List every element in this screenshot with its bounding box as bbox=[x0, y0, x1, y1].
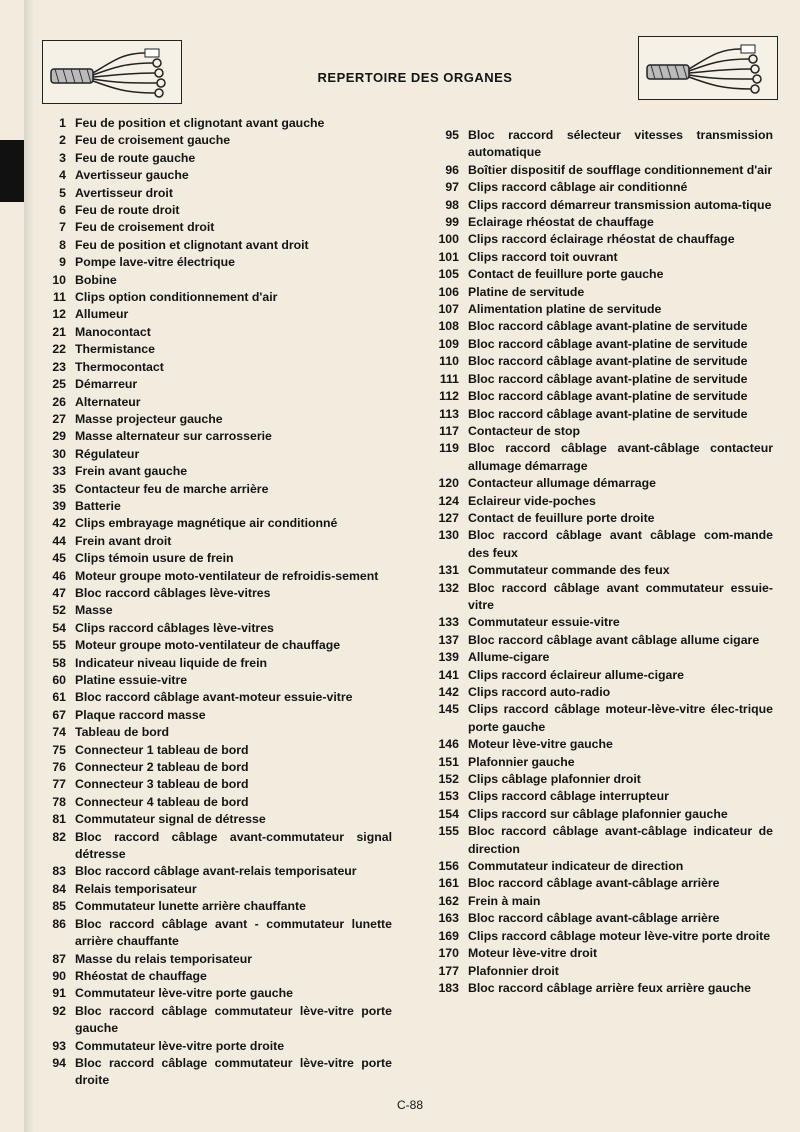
item-description: Connecteur 2 tableau de bord bbox=[75, 760, 249, 775]
item-description: Moteur groupe moto-ventilateur de chauffage bbox=[75, 638, 341, 653]
list-item bbox=[425, 301, 773, 318]
item-description: Bloc raccord câblage commutateur lève-vitre porte gauche bbox=[75, 1003, 392, 1036]
item-number: 117 bbox=[439, 423, 459, 438]
item-number: 22 bbox=[52, 342, 66, 357]
item-description: Manocontact bbox=[75, 324, 151, 339]
item-number: 11 bbox=[53, 290, 66, 305]
item-description: Allumeur bbox=[75, 307, 129, 322]
item-number: 29 bbox=[52, 429, 66, 444]
list-item bbox=[40, 672, 392, 689]
list-item bbox=[425, 823, 773, 858]
section-tab-marker bbox=[0, 140, 24, 202]
item-number: 86 bbox=[52, 916, 66, 931]
item-description: Plaque raccord masse bbox=[75, 707, 206, 722]
list-item bbox=[40, 359, 392, 376]
list-item bbox=[425, 406, 773, 423]
item-description: Bloc raccord câblage avant-platine de servitude bbox=[468, 406, 748, 421]
component-list-right bbox=[425, 127, 773, 997]
item-description: Bloc raccord câblage avant-câblage indicateur de direction bbox=[468, 824, 773, 856]
item-number: 98 bbox=[445, 197, 459, 212]
item-number: 75 bbox=[52, 742, 66, 757]
item-description: Régulateur bbox=[75, 446, 140, 461]
wiring-harness-icon bbox=[638, 36, 778, 100]
item-number: 47 bbox=[52, 585, 66, 600]
list-item bbox=[40, 306, 392, 323]
list-item bbox=[425, 162, 773, 179]
list-item bbox=[40, 776, 392, 793]
list-item bbox=[40, 1038, 392, 1055]
item-number: 60 bbox=[52, 673, 66, 687]
item-number: 39 bbox=[52, 498, 66, 513]
item-description: Contact de feuillure porte gauche bbox=[468, 267, 664, 282]
item-number: 101 bbox=[438, 249, 459, 264]
item-description: Clips raccord câblage moteur-lève-vitre élec-trique porte gauche bbox=[468, 702, 773, 734]
item-number: 177 bbox=[438, 963, 459, 978]
list-item bbox=[425, 231, 773, 248]
item-description: Contacteur feu de marche arrière bbox=[75, 481, 269, 496]
item-description: Thermistance bbox=[75, 342, 155, 357]
list-item bbox=[40, 881, 392, 898]
item-description: Batterie bbox=[75, 498, 121, 513]
item-description: Bloc raccord câblage avant-moteur essuie-vitre bbox=[75, 690, 353, 705]
item-description: Moteur groupe moto-ventilateur de refroidis-sement bbox=[75, 568, 379, 583]
item-number: 99 bbox=[445, 215, 459, 230]
page-number: C-88 bbox=[396, 1098, 423, 1112]
list-item bbox=[40, 968, 392, 985]
item-description: Feu de position et clignotant avant droit bbox=[75, 237, 309, 252]
item-description: Clips câblage plafonnier droit bbox=[468, 772, 641, 787]
item-number: 133 bbox=[438, 615, 459, 630]
list-item bbox=[425, 318, 773, 335]
list-item bbox=[425, 527, 773, 562]
item-number: 76 bbox=[52, 760, 66, 775]
item-number: 155 bbox=[438, 824, 459, 839]
wiring-harness-icon bbox=[42, 40, 182, 104]
list-item bbox=[425, 493, 773, 510]
list-item bbox=[425, 736, 773, 753]
list-item bbox=[40, 742, 392, 759]
list-item bbox=[425, 249, 773, 266]
list-item bbox=[40, 916, 392, 951]
item-number: 27 bbox=[52, 411, 66, 426]
list-item bbox=[425, 614, 773, 631]
item-number: 93 bbox=[52, 1038, 66, 1053]
item-number: 94 bbox=[52, 1055, 66, 1070]
list-item bbox=[40, 446, 392, 463]
item-description: Clips raccord auto-radio bbox=[468, 685, 611, 699]
item-description: Feu de croisement gauche bbox=[75, 133, 231, 148]
item-number: 5 bbox=[59, 185, 66, 200]
page-title: REPERTOIRE DES ORGANES bbox=[317, 70, 513, 85]
item-number: 95 bbox=[445, 128, 459, 142]
list-item bbox=[40, 724, 392, 741]
item-description: Clips raccord éclaireur allume-cigare bbox=[468, 667, 684, 682]
list-item bbox=[40, 202, 392, 219]
list-item bbox=[425, 388, 773, 405]
item-description: Bloc raccord câblage avant-relais temporisateur bbox=[75, 864, 357, 879]
list-item bbox=[40, 341, 392, 358]
item-number: 152 bbox=[438, 772, 459, 787]
list-item bbox=[425, 127, 773, 162]
item-number: 33 bbox=[52, 464, 66, 479]
item-number: 21 bbox=[52, 324, 66, 339]
item-description: Masse du relais temporisateur bbox=[75, 951, 253, 966]
list-item bbox=[425, 371, 773, 388]
list-item bbox=[425, 562, 773, 579]
list-item bbox=[40, 272, 392, 289]
item-number: 12 bbox=[52, 307, 66, 322]
item-description: Relais temporisateur bbox=[75, 881, 197, 896]
item-description: Platine de servitude bbox=[468, 284, 585, 299]
list-item bbox=[40, 655, 392, 672]
list-item bbox=[40, 602, 392, 619]
item-number: 54 bbox=[52, 620, 66, 635]
item-number: 42 bbox=[52, 516, 66, 531]
item-number: 90 bbox=[52, 968, 66, 983]
item-number: 35 bbox=[52, 481, 66, 496]
list-item bbox=[40, 533, 392, 550]
item-description: Bloc raccord câblage avant-platine de servitude bbox=[468, 389, 748, 404]
item-description: Clips embrayage magnétique air conditionné bbox=[75, 516, 338, 531]
list-item bbox=[40, 219, 392, 236]
list-item bbox=[425, 701, 773, 736]
item-number: 55 bbox=[52, 638, 66, 653]
list-item bbox=[425, 649, 773, 666]
list-item bbox=[425, 667, 773, 684]
item-description: Frein avant gauche bbox=[75, 464, 188, 479]
item-number: 45 bbox=[52, 551, 66, 566]
item-number: 74 bbox=[52, 725, 66, 740]
item-number: 156 bbox=[438, 859, 459, 874]
item-description: Clips option conditionnement d'air bbox=[75, 290, 278, 305]
item-number: 46 bbox=[52, 568, 66, 583]
list-item bbox=[425, 945, 773, 962]
item-number: 52 bbox=[52, 603, 66, 618]
list-item bbox=[40, 707, 392, 724]
list-item bbox=[40, 1055, 392, 1090]
item-description: Connecteur 4 tableau de bord bbox=[75, 794, 249, 809]
item-description: Commutateur lève-vitre porte droite bbox=[75, 1038, 285, 1053]
item-number: 9 bbox=[59, 255, 66, 270]
list-item bbox=[425, 963, 773, 980]
item-number: 44 bbox=[52, 533, 66, 548]
item-number: 61 bbox=[52, 690, 66, 705]
item-number: 92 bbox=[52, 1003, 66, 1018]
item-description: Clips témoin usure de frein bbox=[75, 551, 234, 566]
item-number: 112 bbox=[439, 389, 459, 404]
item-description: Bloc raccord câblage avant-platine de servitude bbox=[468, 371, 748, 386]
item-number: 23 bbox=[52, 359, 66, 374]
item-description: Feu de position et clignotant avant gauche bbox=[75, 116, 325, 130]
item-number: 110 bbox=[439, 354, 459, 369]
item-description: Clips raccord démarreur transmission automa-tique bbox=[468, 197, 772, 212]
item-number: 107 bbox=[438, 302, 459, 317]
list-item bbox=[40, 515, 392, 532]
list-item bbox=[40, 115, 392, 132]
list-item bbox=[40, 550, 392, 567]
list-item bbox=[425, 353, 773, 370]
item-description: Bloc raccord câblage avant-platine de servitude bbox=[468, 354, 748, 369]
list-item bbox=[425, 875, 773, 892]
list-item bbox=[425, 806, 773, 823]
list-item bbox=[40, 481, 392, 498]
item-description: Contacteur de stop bbox=[468, 423, 581, 438]
list-item bbox=[425, 197, 773, 214]
item-description: Feu de route droit bbox=[75, 203, 180, 218]
item-number: 26 bbox=[52, 394, 66, 409]
list-item bbox=[425, 440, 773, 475]
list-item bbox=[40, 498, 392, 515]
list-item bbox=[40, 411, 392, 428]
item-number: 7 bbox=[59, 220, 66, 235]
list-item bbox=[425, 632, 773, 649]
list-item bbox=[40, 289, 392, 306]
item-description: Clips raccord câblages lève-vitres bbox=[75, 620, 274, 635]
item-description: Commutateur commande des feux bbox=[468, 563, 670, 578]
item-description: Masse projecteur gauche bbox=[75, 411, 223, 426]
item-description: Commutateur lunette arrière chauffante bbox=[75, 899, 306, 914]
item-number: 161 bbox=[438, 876, 459, 891]
item-number: 131 bbox=[438, 563, 459, 578]
item-description: Clips raccord toit ouvrant bbox=[468, 249, 618, 264]
item-description: Avertisseur droit bbox=[75, 185, 173, 200]
item-description: Commutateur essuie-vitre bbox=[468, 615, 620, 630]
list-item bbox=[425, 788, 773, 805]
item-description: Bloc raccord câblage avant - commutateur lunette arrière chauffante bbox=[75, 916, 392, 949]
item-description: Commutateur indicateur de direction bbox=[468, 859, 684, 874]
page-binding-shadow bbox=[24, 0, 34, 1132]
item-description: Bloc raccord câblage avant commutateur essuie-vitre bbox=[468, 580, 773, 612]
item-description: Alternateur bbox=[75, 394, 141, 409]
list-item bbox=[425, 754, 773, 771]
item-description: Thermocontact bbox=[75, 359, 164, 374]
item-description: Tableau de bord bbox=[75, 725, 170, 740]
item-description: Eclaireur vide-poches bbox=[468, 493, 596, 508]
item-number: 142 bbox=[438, 685, 459, 699]
item-number: 141 bbox=[438, 667, 459, 682]
list-item bbox=[425, 580, 773, 615]
list-item bbox=[40, 759, 392, 776]
item-description: Pompe lave-vitre électrique bbox=[75, 255, 235, 270]
item-description: Plafonnier droit bbox=[468, 963, 559, 978]
list-item bbox=[40, 324, 392, 341]
item-number: 139 bbox=[438, 650, 459, 665]
item-number: 83 bbox=[52, 864, 66, 879]
item-description: Clips raccord câblage moteur lève-vitre porte droite bbox=[468, 928, 771, 943]
item-number: 78 bbox=[52, 794, 66, 809]
item-description: Bloc raccord câblage avant-platine de servitude bbox=[468, 336, 748, 351]
item-number: 124 bbox=[438, 493, 459, 508]
item-number: 100 bbox=[438, 232, 459, 247]
item-number: 10 bbox=[52, 272, 66, 287]
item-number: 153 bbox=[438, 789, 459, 804]
item-number: 169 bbox=[438, 928, 459, 943]
list-item bbox=[40, 863, 392, 880]
item-number: 84 bbox=[52, 881, 66, 896]
item-number: 109 bbox=[438, 336, 459, 351]
item-description: Eclairage rhéostat de chauffage bbox=[468, 215, 654, 230]
item-description: Bobine bbox=[75, 272, 117, 287]
item-number: 145 bbox=[438, 702, 459, 717]
item-number: 137 bbox=[438, 632, 459, 647]
item-number: 25 bbox=[52, 377, 66, 392]
item-number: 1 bbox=[59, 116, 66, 130]
item-number: 85 bbox=[52, 899, 66, 914]
list-item bbox=[40, 1003, 392, 1038]
list-item bbox=[40, 394, 392, 411]
list-item bbox=[425, 475, 773, 492]
list-item bbox=[425, 858, 773, 875]
item-description: Masse bbox=[75, 603, 113, 618]
item-number: 130 bbox=[438, 528, 459, 543]
item-description: Alimentation platine de servitude bbox=[468, 302, 662, 317]
list-item bbox=[40, 167, 392, 184]
list-item bbox=[40, 428, 392, 445]
item-description: Bloc raccord câblage avant-platine de servitude bbox=[468, 319, 748, 334]
item-number: 108 bbox=[438, 319, 459, 334]
list-item bbox=[40, 689, 392, 706]
item-description: Indicateur niveau liquide de frein bbox=[75, 655, 268, 670]
item-description: Connecteur 3 tableau de bord bbox=[75, 777, 249, 792]
list-item bbox=[40, 794, 392, 811]
item-description: Allume-cigare bbox=[468, 650, 550, 665]
item-description: Bloc raccord câblage avant-câblage arrière bbox=[468, 911, 720, 926]
item-description: Moteur lève-vitre droit bbox=[468, 946, 598, 961]
item-description: Bloc raccord câblage arrière feux arrière gauche bbox=[468, 980, 751, 995]
list-item bbox=[425, 980, 773, 997]
item-number: 87 bbox=[52, 951, 66, 966]
component-list-left bbox=[40, 115, 392, 1090]
item-number: 4 bbox=[59, 168, 66, 183]
item-description: Démarreur bbox=[75, 377, 138, 392]
item-number: 3 bbox=[59, 150, 66, 165]
item-description: Avertisseur gauche bbox=[75, 168, 189, 183]
item-number: 67 bbox=[52, 707, 66, 722]
item-number: 81 bbox=[52, 812, 66, 827]
item-number: 183 bbox=[438, 980, 459, 995]
list-item bbox=[425, 684, 773, 701]
item-description: Bloc raccord câblage avant câblage com-mande des feux bbox=[468, 528, 773, 560]
item-number: 154 bbox=[438, 806, 459, 821]
item-description: Clips raccord câblage interrupteur bbox=[468, 789, 669, 804]
item-number: 111 bbox=[439, 371, 459, 386]
item-description: Contacteur allumage démarrage bbox=[468, 476, 656, 491]
item-number: 163 bbox=[438, 911, 459, 926]
item-description: Masse alternateur sur carrosserie bbox=[75, 429, 272, 444]
item-number: 146 bbox=[438, 737, 459, 752]
list-item bbox=[425, 284, 773, 301]
item-number: 119 bbox=[439, 441, 459, 456]
item-description: Bloc raccord câblage commutateur lève-vitre porte droite bbox=[75, 1055, 392, 1088]
item-description: Bloc raccord câblage avant câblage allume cigare bbox=[468, 632, 760, 647]
item-description: Feu de route gauche bbox=[75, 150, 196, 165]
list-item bbox=[425, 893, 773, 910]
item-description: Commutateur lève-vitre porte gauche bbox=[75, 986, 293, 1001]
item-description: Bloc raccord câblage avant-câblage contacteur allumage démarrage bbox=[468, 441, 773, 473]
item-number: 30 bbox=[52, 446, 66, 461]
item-description: Clips raccord sur câblage plafonnier gauche bbox=[468, 806, 728, 821]
item-number: 82 bbox=[52, 829, 66, 844]
item-number: 91 bbox=[52, 986, 66, 1001]
list-item bbox=[40, 463, 392, 480]
item-description: Clips raccord câblage air conditionné bbox=[468, 180, 688, 195]
list-item bbox=[425, 910, 773, 927]
item-description: Connecteur 1 tableau de bord bbox=[75, 742, 249, 757]
list-item bbox=[40, 185, 392, 202]
item-number: 8 bbox=[59, 237, 66, 252]
list-item bbox=[40, 898, 392, 915]
item-number: 58 bbox=[52, 655, 66, 670]
list-item bbox=[40, 132, 392, 149]
list-item bbox=[40, 620, 392, 637]
item-description: Bloc raccord câblage avant-câblage arrière bbox=[468, 876, 720, 891]
item-number: 162 bbox=[438, 893, 459, 908]
item-number: 106 bbox=[438, 284, 459, 299]
list-item bbox=[40, 951, 392, 968]
item-description: Frein avant droit bbox=[75, 533, 172, 548]
item-number: 77 bbox=[52, 777, 66, 792]
item-description: Bloc raccord sélecteur vitesses transmission automatique bbox=[468, 128, 773, 160]
list-item bbox=[425, 266, 773, 283]
item-number: 113 bbox=[439, 406, 459, 421]
list-item bbox=[425, 336, 773, 353]
list-item bbox=[425, 179, 773, 196]
list-item bbox=[40, 254, 392, 271]
item-number: 127 bbox=[438, 510, 459, 525]
item-number: 170 bbox=[438, 946, 459, 961]
list-item bbox=[425, 771, 773, 788]
item-description: Commutateur signal de détresse bbox=[75, 812, 266, 827]
item-description: Rhéostat de chauffage bbox=[75, 968, 207, 983]
item-description: Bloc raccord câblages lève-vitres bbox=[75, 585, 271, 600]
item-number: 151 bbox=[438, 754, 459, 769]
list-item bbox=[40, 237, 392, 254]
item-description: Clips raccord éclairage rhéostat de chauffage bbox=[468, 232, 735, 247]
item-description: Contact de feuillure porte droite bbox=[468, 510, 655, 525]
list-item bbox=[425, 423, 773, 440]
item-description: Feu de croisement droit bbox=[75, 220, 215, 235]
item-description: Platine essuie-vitre bbox=[75, 673, 188, 687]
item-description: Boîtier dispositif de soufflage conditionnement d'air bbox=[468, 162, 773, 177]
item-description: Frein à main bbox=[468, 893, 541, 908]
item-description: Bloc raccord câblage avant-commutateur signal détresse bbox=[75, 829, 392, 862]
item-description: Plafonnier gauche bbox=[468, 754, 575, 769]
item-number: 2 bbox=[59, 133, 66, 148]
list-item bbox=[40, 829, 392, 864]
list-item bbox=[40, 637, 392, 654]
item-number: 6 bbox=[59, 203, 66, 218]
item-number: 97 bbox=[445, 180, 459, 195]
list-item bbox=[40, 585, 392, 602]
list-item bbox=[40, 985, 392, 1002]
list-item bbox=[40, 811, 392, 828]
item-description: Moteur lève-vitre gauche bbox=[468, 737, 613, 752]
list-item bbox=[425, 928, 773, 945]
item-number: 120 bbox=[438, 476, 459, 491]
list-item bbox=[40, 376, 392, 393]
item-number: 96 bbox=[445, 162, 459, 177]
item-number: 105 bbox=[438, 267, 459, 282]
list-item bbox=[425, 214, 773, 231]
list-item bbox=[40, 150, 392, 167]
list-item bbox=[40, 568, 392, 585]
list-item bbox=[425, 510, 773, 527]
item-number: 132 bbox=[438, 580, 459, 595]
